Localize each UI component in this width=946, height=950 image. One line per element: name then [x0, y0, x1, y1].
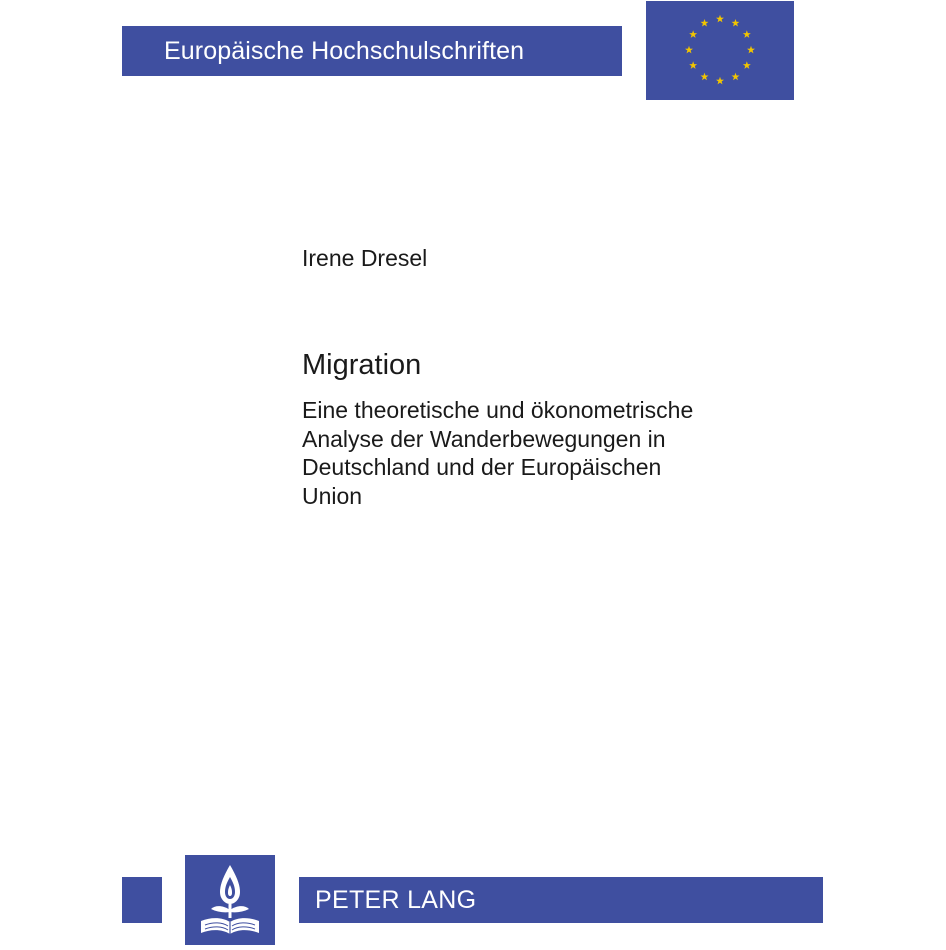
logo-graphic: [185, 855, 275, 945]
subtitle-line: Union: [302, 482, 363, 509]
eu-stars: [646, 1, 794, 100]
eu-star-icon: [716, 77, 724, 85]
footer-decor-block: [122, 877, 162, 923]
eu-star-icon: [701, 73, 709, 81]
eu-star-icon: [732, 19, 740, 27]
peter-lang-logo-icon: [185, 855, 275, 945]
author-name: Irene Dresel: [302, 245, 428, 271]
subtitle-line: Analyse der Wanderbewegungen in: [302, 425, 666, 452]
eu-star-icon: [743, 61, 751, 69]
publisher-banner: [299, 877, 823, 923]
series-banner: [122, 26, 622, 76]
eu-star-icon: [732, 73, 740, 81]
subtitle-line: Deutschland und der Europäischen: [302, 454, 662, 480]
series-title: Europäische Hochschulschriften: [164, 37, 525, 65]
eu-star-icon: [689, 61, 697, 69]
eu-flag-icon: [646, 1, 794, 100]
eu-star-icon: [743, 30, 751, 38]
book-subtitle: [302, 396, 693, 510]
eu-star-icon: [701, 19, 709, 27]
book-title: Migration: [302, 349, 422, 381]
eu-star-icon: [685, 46, 693, 54]
eu-star-icon: [716, 15, 724, 23]
eu-star-icon: [747, 46, 755, 54]
eu-star-icon: [689, 30, 697, 38]
subtitle-line: Eine theoretische und ökonometrische: [302, 397, 694, 423]
publisher-name: PETER LANG: [315, 886, 477, 914]
